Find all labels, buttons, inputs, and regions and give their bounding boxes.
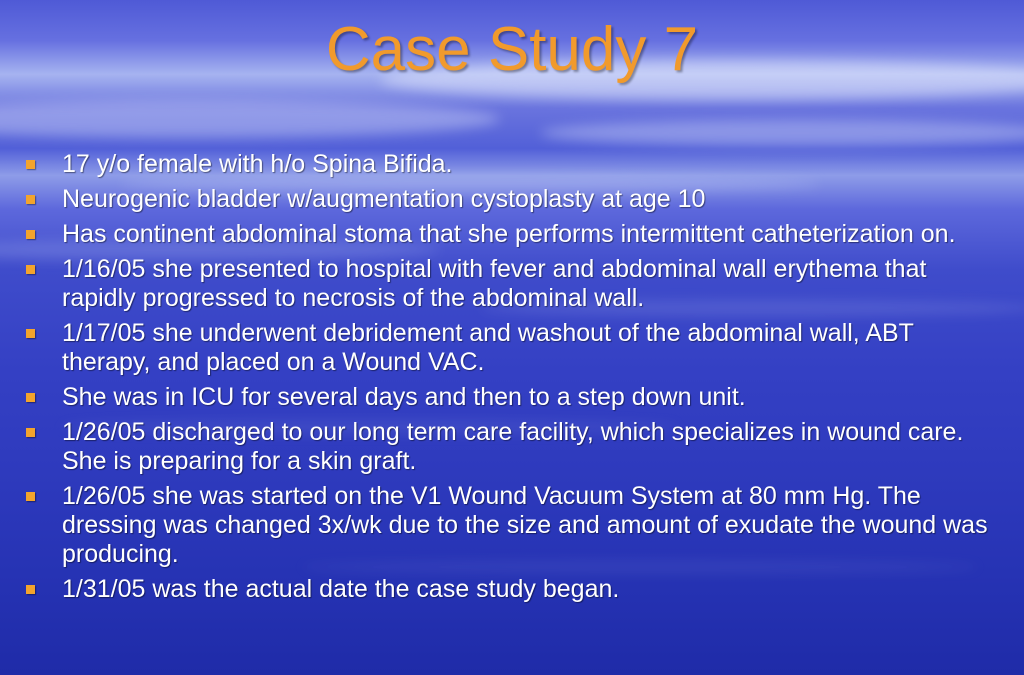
bullet-text: 17 y/o female with h/o Spina Bifida.: [62, 150, 453, 178]
square-bullet-icon: [26, 585, 35, 594]
bullet-text: 1/31/05 was the actual date the case study began.: [62, 575, 620, 603]
bullet-text: 1/17/05 she underwent debridement and washout of the abdominal wall, ABT therapy, and placed on a Wound VAC.: [62, 319, 914, 376]
bullet-item: [20, 482, 1000, 569]
bullet-item: [20, 418, 1000, 476]
background-cloud-streak: [0, 100, 500, 138]
bullet-text: She was in ICU for several days and then to a step down unit.: [62, 383, 746, 411]
square-bullet-icon: [26, 428, 35, 437]
square-bullet-icon: [26, 492, 35, 501]
square-bullet-icon: [26, 265, 35, 274]
bullet-text: 1/26/05 she was started on the V1 Wound Vacuum System at 80 mm Hg. The dressing was changed 3x/wk due to the size and amount of exudate the wound was producing.: [62, 482, 988, 568]
square-bullet-icon: [26, 195, 35, 204]
bullet-text: Has continent abdominal stoma that she performs intermittent catheterization on.: [62, 220, 956, 248]
square-bullet-icon: [26, 230, 35, 239]
bullet-item: [20, 150, 1000, 179]
slide-title: Case Study 7: [325, 15, 699, 84]
bullet-item: [20, 220, 1000, 249]
square-bullet-icon: [26, 160, 35, 169]
square-bullet-icon: [26, 393, 35, 402]
bullet-list: [20, 150, 1000, 610]
bullet-text: 1/16/05 she presented to hospital with fever and abdominal wall erythema that rapidly progressed to necrosis of the abdominal wall.: [62, 255, 927, 312]
bullet-item: [20, 255, 1000, 313]
bullet-item: [20, 383, 1000, 412]
square-bullet-icon: [26, 329, 35, 338]
bullet-item: [20, 575, 1000, 604]
bullet-item: [20, 319, 1000, 377]
background-cloud-streak: [540, 120, 1024, 146]
bullet-text: 1/26/05 discharged to our long term care facility, which specializes in wound care. She is preparing for a skin graft.: [62, 418, 964, 475]
bullet-text: Neurogenic bladder w/augmentation cystoplasty at age 10: [62, 185, 706, 213]
bullet-item: [20, 185, 1000, 214]
